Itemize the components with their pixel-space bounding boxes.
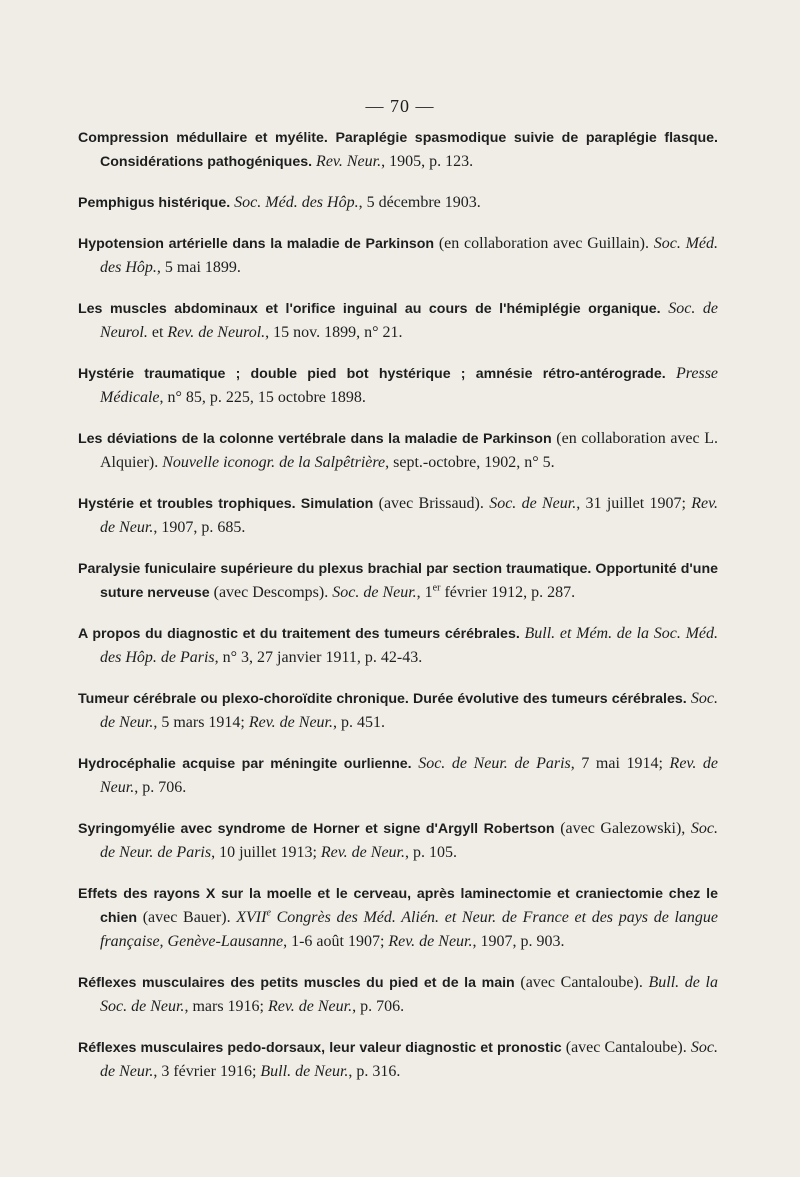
reference-title: Compression médullaire et myélite. Paraplégie spasmodique suivie de paraplégie flasque. Considérations pathogéniques. xyxy=(78,130,718,170)
reference-entry xyxy=(78,622,718,670)
page-number: — 70 — xyxy=(365,96,435,116)
reference-text: , 1907, p. 685. xyxy=(153,519,246,536)
reference-text: et xyxy=(147,324,168,341)
reference-text: , p. 451. xyxy=(333,714,385,731)
reference-title: A propos du diagnostic et du traitement des tumeurs cérébrales. xyxy=(78,626,520,642)
reference-source: Rev. de Neur. xyxy=(320,844,406,861)
reference-entry xyxy=(78,427,718,475)
reference-source: e xyxy=(266,907,271,919)
reference-source: Bull. de la Soc. de Neur. xyxy=(100,974,718,1015)
reference-source: XVII xyxy=(236,909,267,926)
reference-text: (avec Bauer). xyxy=(137,909,237,926)
reference-title: Hystérie et troubles trophiques. Simulation xyxy=(78,496,374,512)
reference-text xyxy=(666,365,676,382)
reference-source: Presse Médicale xyxy=(100,365,719,406)
reference-list xyxy=(78,126,718,1101)
reference-source: Bull. de Neur. xyxy=(260,1063,349,1080)
reference-title: Tumeur cérébrale ou plexo-choroïdite chronique. Durée évolutive des tumeurs cérébrales. xyxy=(78,691,687,707)
reference-text: février 1912, p. 287. xyxy=(440,584,576,601)
reference-source: Soc. Méd. des Hôp. xyxy=(234,194,359,211)
reference-text: , mars 1916; xyxy=(184,998,268,1015)
reference-title: Effets des rayons X sur la moelle et le cerveau, après laminectomie et craniectomie chez le chien xyxy=(78,886,718,926)
reference-entry xyxy=(78,362,718,410)
reference-source: Soc. de Neur. de Paris xyxy=(100,820,718,861)
reference-text: , 10 juillet 1913; xyxy=(211,844,321,861)
reference-entry xyxy=(78,191,718,215)
reference-entry xyxy=(78,492,718,540)
reference-text: (en collaboration avec L. Alquier). xyxy=(100,430,719,471)
reference-text: , p. 706. xyxy=(134,779,187,796)
reference-entry xyxy=(78,1036,718,1084)
reference-source: Rev. de Neur. xyxy=(100,495,718,536)
reference-title: Pemphigus histérique. xyxy=(78,195,231,211)
reference-entry xyxy=(78,126,718,174)
reference-title: Les déviations de la colonne vertébrale dans la maladie de Parkinson xyxy=(78,431,552,447)
reference-text: , p. 105. xyxy=(405,844,458,861)
reference-text: , sept.-octobre, 1902, n° 5. xyxy=(385,454,555,471)
reference-text: , 5 mai 1899. xyxy=(156,259,241,276)
reference-text: , p. 706. xyxy=(352,998,405,1015)
reference-text: (en collaboration avec Guillain). xyxy=(434,235,654,252)
reference-text: , 15 nov. 1899, n° 21. xyxy=(265,324,403,341)
reference-source: Soc. de Neur. xyxy=(332,584,417,601)
reference-entry xyxy=(78,297,718,345)
reference-text: (avec Cantaloube). xyxy=(514,974,649,991)
reference-source: Soc. de Neur. xyxy=(100,690,719,731)
reference-source: Rev. de Neur. xyxy=(267,998,353,1015)
reference-text: , n° 3, 27 janvier 1911, p. 42-43. xyxy=(214,649,423,666)
reference-entry xyxy=(78,971,718,1019)
reference-entry xyxy=(78,232,718,280)
reference-text: , 7 mai 1914; xyxy=(570,755,670,772)
reference-text: , 3 février 1916; xyxy=(153,1063,261,1080)
reference-text: (avec Brissaud). xyxy=(373,495,490,512)
reference-source: Soc. de Neur. de Paris xyxy=(418,755,571,772)
reference-source: Rev. de Neur. xyxy=(248,714,333,731)
reference-text: , 1 xyxy=(416,584,433,601)
reference-source: Rev. Neur. xyxy=(316,153,382,170)
reference-title: Paralysie funiculaire supérieure du plexus brachial par section traumatique. Opportunité d'une suture nerveuse xyxy=(78,561,718,601)
reference-text: , 5 mars 1914; xyxy=(153,714,249,731)
reference-source: Soc. de Neurol. xyxy=(100,300,719,341)
reference-source: Congrès des Méd. Alién. et Neur. de France et des pays de langue française, Genève-Lausanne xyxy=(100,909,719,950)
reference-text: , n° 85, p. 225, 15 octobre 1898. xyxy=(159,389,366,406)
reference-text: , 1-6 août 1907; xyxy=(283,933,389,950)
reference-text: , 5 décembre 1903. xyxy=(358,194,481,211)
reference-source: Nouvelle iconogr. de la Salpêtrière xyxy=(162,454,386,471)
reference-title: Hypotension artérielle dans la maladie de Parkinson xyxy=(78,236,435,252)
reference-entry xyxy=(78,687,718,735)
reference-text: , p. 316. xyxy=(348,1063,401,1080)
reference-entry xyxy=(78,557,718,605)
reference-title: Syringomyélie avec syndrome de Horner et signe d'Argyll Robertson xyxy=(78,821,555,837)
reference-title: Hystérie traumatique ; double pied bot hystérique ; amnésie rétro-antérograde. xyxy=(78,366,666,382)
reference-title: Hydrocéphalie acquise par méningite ourlienne. xyxy=(78,756,412,772)
reference-source: Bull. et Mém. de la Soc. Méd. des Hôp. de Paris xyxy=(100,625,718,666)
reference-source: Soc. de Neur. xyxy=(489,495,577,512)
reference-title: Réflexes musculaires pedo-dorsaux, leur valeur diagnostic et pronostic xyxy=(78,1040,562,1056)
reference-source: Soc. Méd. des Hôp. xyxy=(100,235,719,276)
reference-text: , 1905, p. 123. xyxy=(381,153,474,170)
reference-title: Réflexes musculaires des petits muscles du pied et de la main xyxy=(78,975,515,991)
reference-entry xyxy=(78,882,718,954)
reference-source: Rev. de Neur. xyxy=(388,933,473,950)
reference-text: , 1907, p. 903. xyxy=(472,933,565,950)
reference-text: er xyxy=(432,582,441,594)
reference-text: (avec Descomps). xyxy=(209,584,333,601)
reference-text: (avec Galezowski), xyxy=(554,820,691,837)
reference-title: Les muscles abdominaux et l'orifice inguinal au cours de l'hémiplégie organique. xyxy=(78,301,661,317)
reference-entry xyxy=(78,817,718,865)
reference-source: Rev. de Neurol. xyxy=(167,324,266,341)
reference-text: (avec Cantaloube). xyxy=(561,1039,691,1056)
reference-entry xyxy=(78,752,718,800)
reference-source: Rev. de Neur. xyxy=(100,755,719,796)
reference-text: , 31 juillet 1907; xyxy=(576,495,692,512)
reference-source: Soc. de Neur. xyxy=(100,1039,718,1080)
